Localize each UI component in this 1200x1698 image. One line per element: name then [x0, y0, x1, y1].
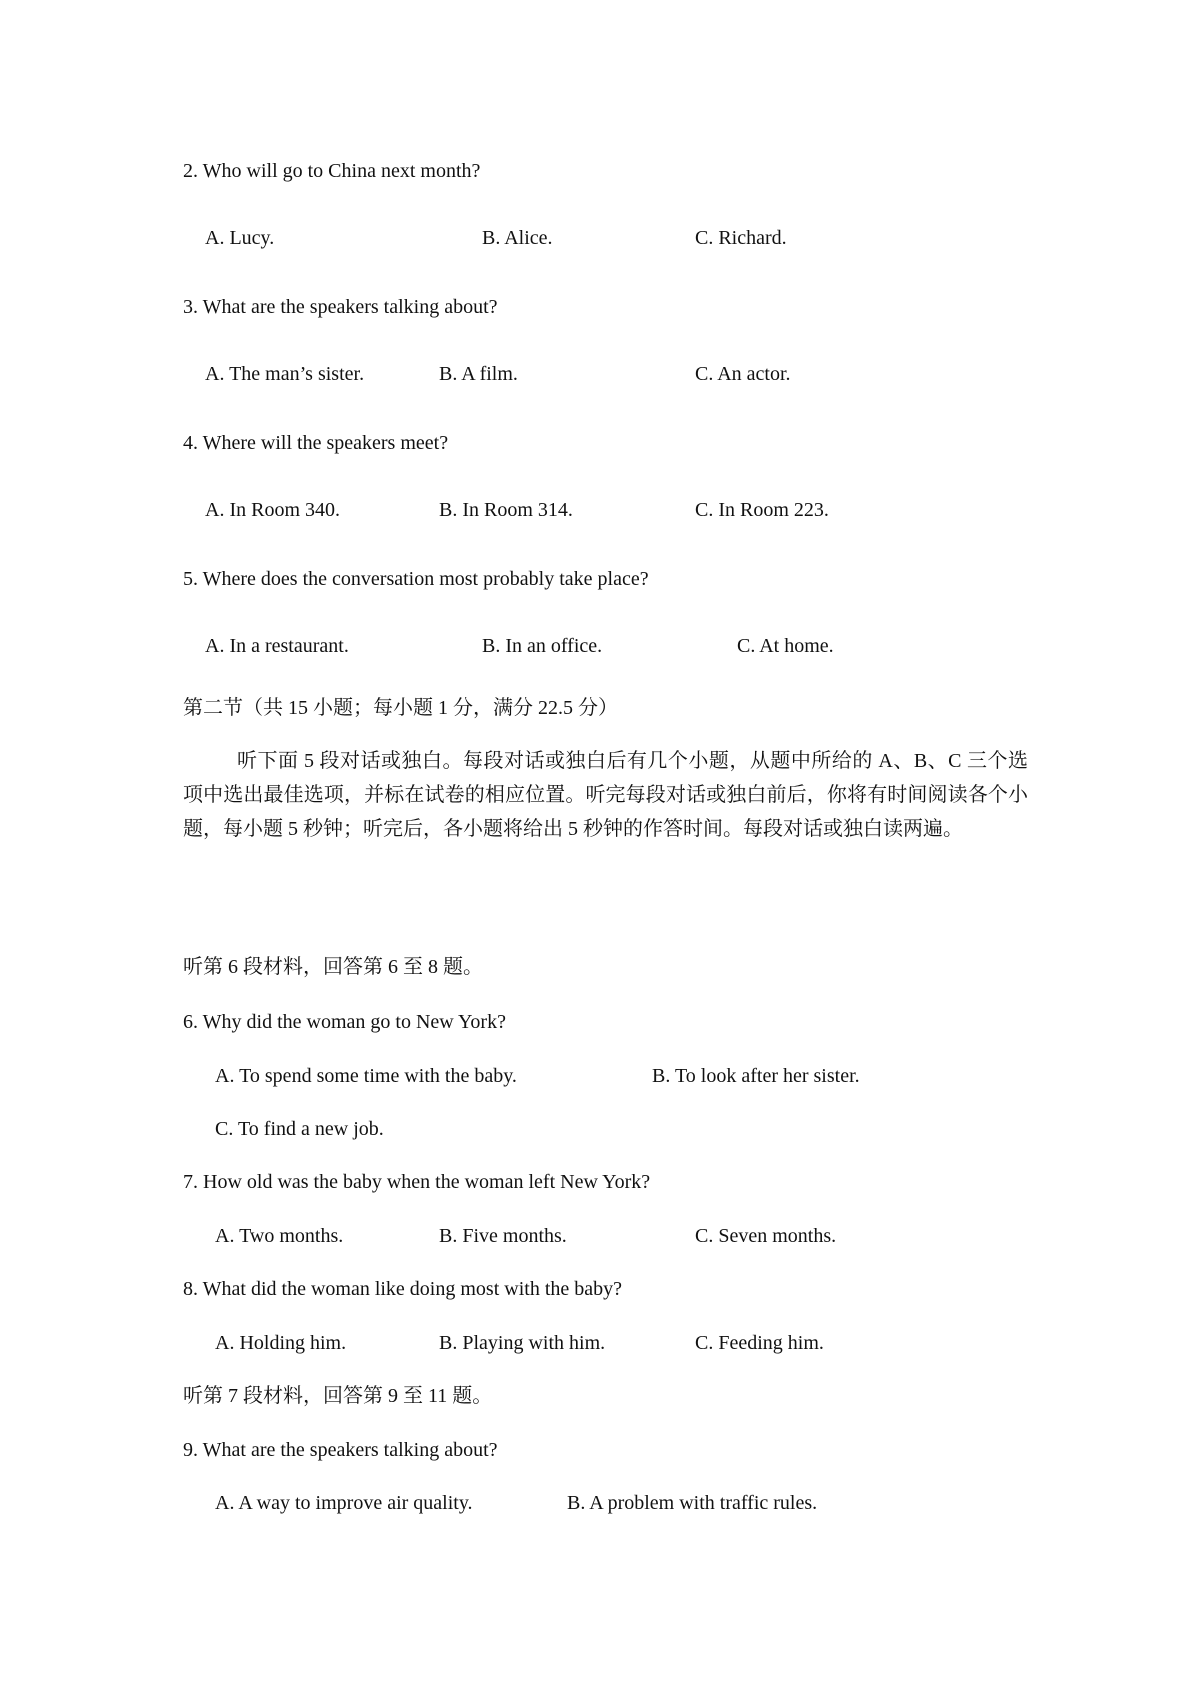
question-5-option-c: C. At home.: [737, 635, 834, 657]
question-7-option-c: C. Seven months.: [695, 1225, 837, 1247]
question-2-option-a: A. Lucy.: [205, 227, 275, 249]
question-8-option-a: A. Holding him.: [215, 1332, 347, 1354]
question-3-option-a: A. The man’s sister.: [205, 363, 365, 385]
question-9-option-a: A. A way to improve air quality.: [215, 1492, 473, 1514]
material-7-label: 听第 7 段材料，回答第 9 至 11 题。: [183, 1385, 493, 1407]
question-8-option-c: C. Feeding him.: [695, 1332, 824, 1354]
material-6-label: 听第 6 段材料，回答第 6 至 8 题。: [183, 956, 483, 978]
question-6-stem: 6. Why did the woman go to New York?: [183, 1011, 506, 1033]
question-3-stem: 3. What are the speakers talking about?: [183, 296, 498, 318]
question-4-option-b: B. In Room 314.: [439, 499, 573, 521]
question-2-option-c: C. Richard.: [695, 227, 787, 249]
question-6-option-c: C. To find a new job.: [215, 1118, 384, 1140]
question-4-option-c: C. In Room 223.: [695, 499, 829, 521]
question-4-stem: 4. Where will the speakers meet?: [183, 432, 449, 454]
question-5-option-b: B. In an office.: [482, 635, 603, 657]
question-3-option-b: B. A film.: [439, 363, 518, 385]
question-9-option-b: B. A problem with traffic rules.: [567, 1492, 818, 1514]
question-7-option-b: B. Five months.: [439, 1225, 567, 1247]
section-2-heading: 第二节（共 15 小题；每小题 1 分，满分 22.5 分）: [183, 697, 618, 719]
question-7-option-a: A. Two months.: [215, 1225, 344, 1247]
question-3-option-c: C. An actor.: [695, 363, 791, 385]
question-9-stem: 9. What are the speakers talking about?: [183, 1439, 498, 1461]
question-4-option-a: A. In Room 340.: [205, 499, 340, 521]
question-8-stem: 8. What did the woman like doing most with the baby?: [183, 1278, 623, 1300]
question-6-option-b: B. To look after her sister.: [652, 1065, 860, 1087]
section-2-instructions: 听下面 5 段对话或独白。每段对话或独白后有几个小题，从题中所给的 A、B、C 三个选项中选出最佳选项，并标在试卷的相应位置。听完每段对话或独白前后，你将有时间阅读各个小题，每小题 5 秒钟；听完后，各小题将给出 5 秒钟的作答时间。每段对话或独白读两遍。: [183, 750, 1028, 840]
question-6-option-a: A. To spend some time with the baby.: [215, 1065, 517, 1087]
question-5-stem: 5. Where does the conversation most probably take place?: [183, 568, 649, 590]
question-7-stem: 7. How old was the baby when the woman left New York?: [183, 1171, 651, 1193]
question-8-option-b: B. Playing with him.: [439, 1332, 606, 1354]
question-2-stem: 2. Who will go to China next month?: [183, 160, 481, 182]
question-5-option-a: A. In a restaurant.: [205, 635, 349, 657]
question-2-option-b: B. Alice.: [482, 227, 553, 249]
